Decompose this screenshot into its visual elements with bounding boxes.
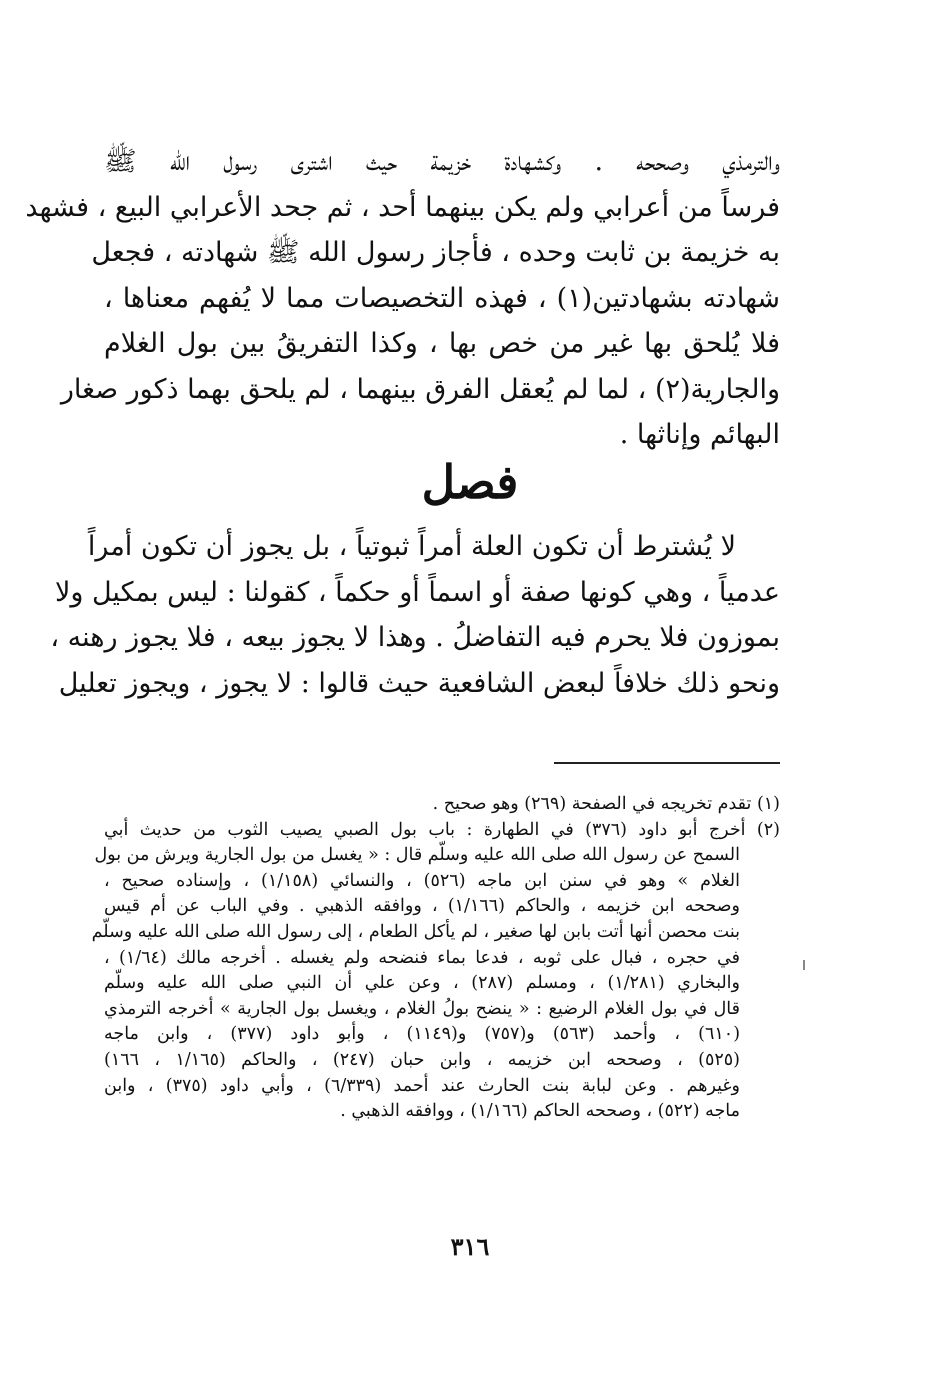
footnote-2-line: (٢) أخرج أبو داود (٣٧٦) في الطهارة : باب بول الصبي يصيب الثوب من حديث أبي — [104, 819, 780, 840]
footnote-2-line: بنت محصن أنها أتت بابن لها صغير ، لم يأكل الطعام ، إلى رسول الله صلى الله عليه وسلّم — [91, 921, 740, 942]
scan-speck — [803, 960, 805, 970]
text-line: ونحو ذلك خلافاً لبعض الشافعية حيث قالوا : لا يجوز ، ويجوز تعليل — [58, 667, 780, 699]
text-line: البهائم وإناثها . — [619, 419, 780, 450]
footnote-2-line: وصححه ابن خزيمه ، والحاكم (١/١٦٦) ، ووافقه الذهبي . وفي الباب عن أم قيس — [104, 896, 740, 917]
footnote-2-line: الغلام » وهو في سنن ابن ماجه (٥٢٦) ، والنسائي (١/١٥٨) ، وإسناده صحيح ، — [104, 870, 740, 891]
text-line: والترمذي وصححه . وكشهادة خزيمة حيث اشترى رسول الله ﷺ — [104, 146, 780, 177]
text-line: فلا يُلحق بها غير من خص بها ، وكذا التفريقُ بين بول الغلام — [104, 328, 780, 359]
footnote-2-line: (٦١٠) ، وأحمد (٥٦٣) و(٧٥٧) و(١١٤٩) ، وأبو داود (٣٧٧) ، وابن ماجه — [104, 1024, 741, 1045]
footnote-1: (١) تقدم تخريجه في الصفحة (٢٦٩) وهو صحيح . — [432, 794, 780, 814]
main-paragraph-2 — [50, 524, 780, 706]
footnote-separator — [554, 762, 780, 764]
footnote-2-line: (٥٢٥) ، وصححه ابن خزيمه ، وابن حبان (٢٤٧) ، والحاكم (١/١٦٥ ، ١٦٦) — [104, 1049, 740, 1070]
footnote-2-line: ماجه (٥٢٢) ، وصححه الحاكم (١/١٦٦) ، ووافقه الذهبي . — [340, 1101, 740, 1122]
footnote-2-line: وغيرهم . وعن لبابة بنت الحارث عند أحمد (٦/٣٣٩) ، وأبي داود (٣٧٥) ، وابن — [104, 1075, 740, 1096]
text-line: بموزون فلا يحرم فيه التفاضلُ . وهذا لا يجوز بيعه ، فلا يجوز رهنه ، — [50, 622, 780, 653]
footnote-2-line: والبخاري (١/٢٨١) ، ومسلم (٢٨٧) ، وعن علي أن النبي صلى الله عليه وسلّم — [104, 973, 741, 994]
text-line: والجارية(٢) ، لما لم يُعقل الفرق بينهما ، لم يلحق بهما ذكور صغار — [60, 373, 780, 405]
section-heading: فصل — [421, 455, 519, 509]
footnotes — [91, 792, 780, 1125]
text-line: لا يُشترط أن تكون العلة أمراً ثبوتياً ، بل يجوز أن تكون أمراً — [87, 531, 736, 562]
text-line: به خزيمة بن ثابت وحده ، فأجاز رسول الله ﷺ شهادته ، فجعل — [91, 237, 780, 268]
footnote-2-line: في حجره ، فبال على ثوبه ، فدعا بماء فنضحه ولم يغسله . أخرجه مالك (١/٦٤) ، — [104, 947, 740, 968]
footnote-2-line: السمح عن رسول الله صلى الله عليه وسلّم قال : « يغسل من بول الجارية ويرش من بول — [94, 845, 740, 866]
text-line: فرساً من أعرابي ولم يكن بينهما أحد ، ثم جحد الأعرابي البيع ، فشهد — [25, 191, 780, 223]
text-line: شهادته بشهادتين(١) ، فهذه التخصيصات مما لا يُفهم معناها ، — [104, 282, 781, 314]
page-number: ٣١٦ — [450, 1232, 490, 1261]
main-paragraph-1 — [25, 139, 781, 458]
text-line: عدمياً ، وهي كونها صفة أو اسماً أو حكماً ، كقولنا : ليس بمكيل ولا — [54, 576, 780, 608]
footnote-2-line: قال في بول الغلام الرضيع : « ينضح بولُ الغلام ، ويغسل بول الجارية » أخرجه الترمذي — [104, 998, 740, 1019]
